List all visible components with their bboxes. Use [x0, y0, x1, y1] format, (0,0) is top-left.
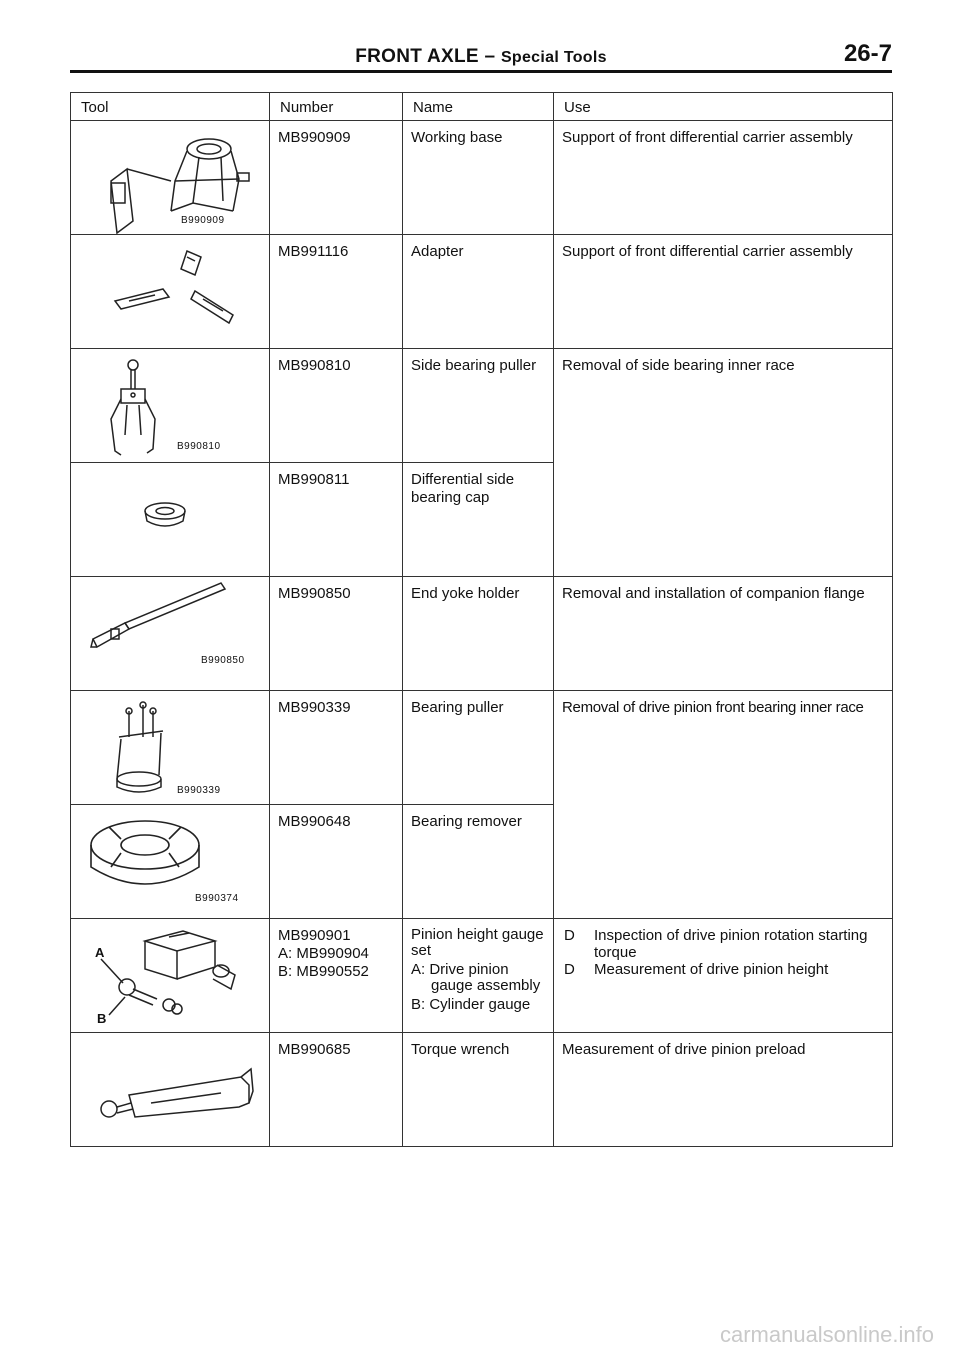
section-title: FRONT AXLE: [355, 46, 479, 67]
tool-use: Support of front differential carrier assembly: [554, 235, 893, 349]
number-line: A: MB990904: [278, 945, 369, 962]
tool-image-cell: [71, 1033, 270, 1147]
name-line: A: Drive pinion gauge assembly: [411, 961, 541, 994]
table-row: [71, 349, 893, 463]
bullet-icon: D: [564, 927, 575, 944]
bullet-text: Measurement of drive pinion height: [594, 961, 829, 978]
tool-image-cell: [71, 577, 270, 691]
tool-image-cell: [71, 121, 270, 235]
tool-name: End yoke holder: [403, 577, 554, 691]
tool-use: Measurement of drive pinion preload: [554, 1033, 893, 1147]
tool-code: B990810: [177, 441, 221, 452]
tool-number: MB990648: [270, 805, 403, 919]
table-row: [71, 577, 893, 691]
special-tools-table: [70, 92, 893, 1147]
page-header: [70, 40, 892, 70]
tool-use: Removal of side bearing inner race: [554, 349, 893, 577]
label-a: A: [95, 945, 105, 960]
table-row: [71, 691, 893, 805]
list-item: [562, 961, 892, 978]
tool-name: [403, 919, 554, 1033]
tool-image-cell: [71, 463, 270, 577]
table-row: [71, 919, 893, 1033]
header-rule: [70, 70, 892, 73]
tool-name: Side bearing puller: [403, 349, 554, 463]
tool-use: [554, 919, 893, 1033]
number-line: MB990901: [278, 927, 351, 944]
tool-code: B990339: [177, 785, 221, 796]
column-header-tool: Tool: [71, 93, 270, 121]
pinion-height-gauge-illustration: [71, 919, 270, 1032]
tool-name: Working base: [403, 121, 554, 235]
tool-image-cell: [71, 235, 270, 349]
name-line: B: Cylinder gauge: [411, 996, 531, 1013]
torque-wrench-illustration: [71, 1033, 270, 1146]
tool-number: [270, 919, 403, 1033]
bearing-remover-illustration: [71, 805, 270, 918]
use-bullets: [562, 927, 892, 978]
number-line: B: MB990552: [278, 963, 369, 980]
tool-code: B990909: [181, 215, 225, 226]
name-line: Pinion height gauge set: [411, 926, 544, 959]
column-header-use: Use: [554, 93, 893, 121]
tool-image-cell: [71, 805, 270, 919]
tool-name: Torque wrench: [403, 1033, 554, 1147]
bearing-cap-illustration: [71, 463, 270, 576]
tool-use: Support of front differential carrier assembly: [554, 121, 893, 235]
tool-code: B990850: [201, 655, 245, 666]
label-b: B: [97, 1011, 107, 1026]
list-item: [562, 927, 892, 961]
tool-number: MB990811: [270, 463, 403, 577]
tool-number: MB991116: [270, 235, 403, 349]
bullet-icon: D: [564, 961, 575, 978]
column-header-name: Name: [403, 93, 554, 121]
table-row: [71, 1033, 893, 1147]
adapter-illustration: [71, 235, 270, 348]
tool-use: Removal of drive pinion front bearing inner race: [554, 691, 893, 919]
bullet-text: Inspection of drive pinion rotation starting torque: [594, 927, 868, 961]
table-row: [71, 121, 893, 235]
subsection-title: Special Tools: [500, 49, 607, 66]
tool-name: Bearing remover: [403, 805, 554, 919]
tool-number: MB990909: [270, 121, 403, 235]
title-dash: –: [484, 46, 496, 67]
tool-image-cell: [71, 919, 270, 1033]
tool-image-cell: [71, 691, 270, 805]
tool-number: MB990850: [270, 577, 403, 691]
column-header-number: Number: [270, 93, 403, 121]
page-title: [70, 46, 892, 68]
page-number: 26-7: [843, 40, 892, 67]
tool-number: MB990339: [270, 691, 403, 805]
bearing-puller-illustration: [71, 691, 270, 804]
tool-number: MB990685: [270, 1033, 403, 1147]
tool-name: Bearing puller: [403, 691, 554, 805]
watermark: carmanualsonline.info: [719, 1322, 934, 1347]
tool-code: B990374: [195, 893, 239, 904]
end-yoke-holder-illustration: [71, 577, 270, 690]
tool-number: MB990810: [270, 349, 403, 463]
tool-image-cell: [71, 349, 270, 463]
working-base-illustration: [71, 121, 270, 234]
table-row: [71, 235, 893, 349]
tool-use: Removal and installation of companion flange: [554, 577, 893, 691]
tool-name: Differential side bearing cap: [403, 463, 554, 577]
table-header-row: [71, 93, 893, 121]
side-bearing-puller-illustration: [71, 349, 270, 462]
tool-name: Adapter: [403, 235, 554, 349]
